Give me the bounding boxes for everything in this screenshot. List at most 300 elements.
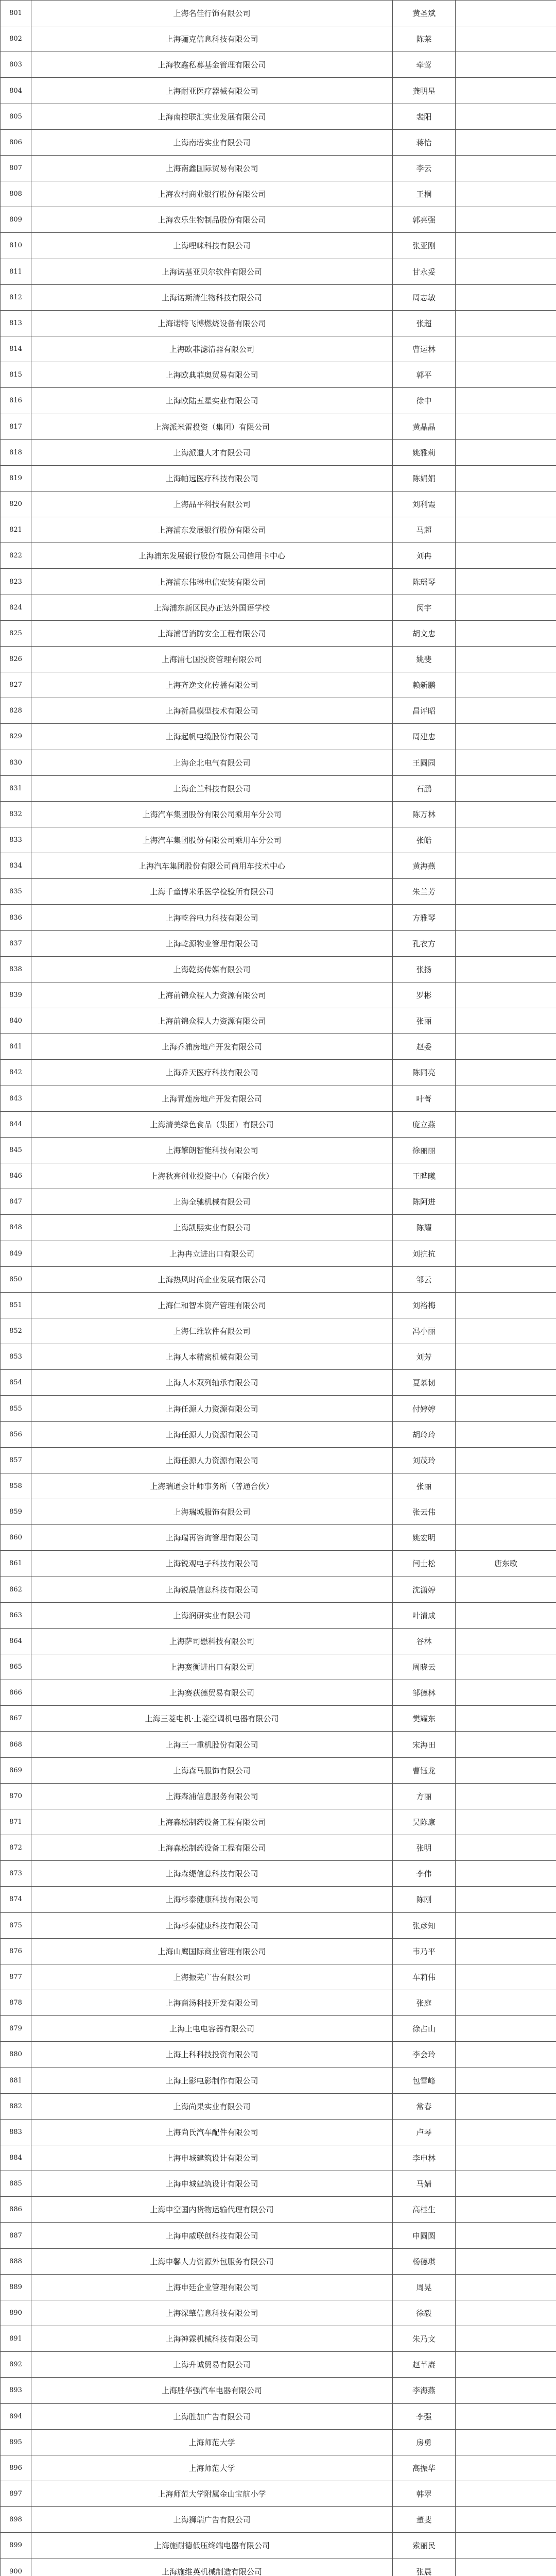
company-name-cell: 上海汽车集团股份有限公司乘用车分公司 <box>31 801 393 827</box>
row-number-cell: 835 <box>1 879 31 905</box>
company-name-cell: 上海汽车集团股份有限公司乘用车分公司 <box>31 827 393 853</box>
person-name-cell: 黄圣斌 <box>393 1 456 26</box>
company-name-cell: 上海祈昌模型技术有限公司 <box>31 698 393 724</box>
company-name-cell: 上海浦东发展银行股份有限公司信用卡中心 <box>31 543 393 569</box>
person-name-cell: 李会玲 <box>393 2042 456 2067</box>
company-name-cell: 上海三菱电机·上菱空调机电器有限公司 <box>31 1706 393 1732</box>
note-cell <box>456 595 556 620</box>
company-name-cell: 上海乾源物业管理有限公司 <box>31 930 393 956</box>
note-cell <box>456 1757 556 1783</box>
company-name-cell: 上海申城建筑设计有限公司 <box>31 2145 393 2171</box>
row-number-cell: 858 <box>1 1473 31 1499</box>
row-number-cell: 869 <box>1 1757 31 1783</box>
note-cell <box>456 2223 556 2248</box>
company-name-cell: 上海瑞通会计师事务所（普通合伙） <box>31 1473 393 1499</box>
row-number-cell: 855 <box>1 1396 31 1421</box>
table-row <box>1 1990 556 2016</box>
company-name-cell: 上海萨司懋科技有限公司 <box>31 1628 393 1654</box>
table-row <box>1 750 556 775</box>
person-name-cell: 王圆园 <box>393 750 456 775</box>
table-row <box>1 491 556 517</box>
row-number-cell: 818 <box>1 439 31 465</box>
roster-table-body <box>1 1 556 2576</box>
table-row <box>1 1241 556 1266</box>
row-number-cell: 830 <box>1 750 31 775</box>
company-name-cell: 上海森马服饰有限公司 <box>31 1757 393 1783</box>
table-row <box>1 646 556 672</box>
note-cell <box>456 620 556 646</box>
person-name-cell: 姚宏明 <box>393 1525 456 1551</box>
note-cell <box>456 2016 556 2042</box>
person-name-cell: 李申林 <box>393 2145 456 2171</box>
person-name-cell: 黄海燕 <box>393 853 456 879</box>
table-row <box>1 78 556 104</box>
company-name-cell: 上海人本双列轴承有限公司 <box>31 1370 393 1396</box>
company-name-cell: 上海品平科技有限公司 <box>31 491 393 517</box>
company-name-cell: 上海欧菲滤清器有限公司 <box>31 336 393 362</box>
note-cell <box>456 259 556 284</box>
row-number-cell: 842 <box>1 1060 31 1086</box>
note-cell <box>456 78 556 104</box>
table-row <box>1 1577 556 1602</box>
table-row <box>1 284 556 310</box>
person-name-cell: 陈刚 <box>393 1887 456 1912</box>
row-number-cell: 877 <box>1 1964 31 1990</box>
table-row <box>1 1318 556 1344</box>
table-row <box>1 1809 556 1835</box>
company-name-cell: 上海青莲房地产开发有限公司 <box>31 1086 393 1111</box>
person-name-cell: 邹德林 <box>393 1680 456 1706</box>
row-number-cell: 880 <box>1 2042 31 2067</box>
company-name-cell: 上海申威联创科技有限公司 <box>31 2223 393 2248</box>
table-row <box>1 1266 556 1292</box>
person-name-cell: 宋海田 <box>393 1732 456 1757</box>
table-row <box>1 2067 556 2093</box>
row-number-cell: 849 <box>1 1241 31 1266</box>
person-name-cell: 刘抗抗 <box>393 1241 456 1266</box>
table-row <box>1 1757 556 1783</box>
table-row <box>1 155 556 181</box>
table-row <box>1 1654 556 1680</box>
row-number-cell: 896 <box>1 2455 31 2481</box>
note-cell <box>456 1 556 26</box>
note-cell <box>456 439 556 465</box>
person-name-cell: 张庭 <box>393 1990 456 2016</box>
person-name-cell: 胡文忠 <box>393 620 456 646</box>
row-number-cell: 884 <box>1 2145 31 2171</box>
person-name-cell: 张扬 <box>393 956 456 982</box>
table-row <box>1 2093 556 2119</box>
person-name-cell: 马婧 <box>393 2171 456 2197</box>
table-row <box>1 2197 556 2223</box>
company-name-cell: 上海擎朗智能科技有限公司 <box>31 1137 393 1163</box>
note-cell <box>456 1111 556 1137</box>
row-number-cell: 874 <box>1 1887 31 1912</box>
person-name-cell: 龚明星 <box>393 78 456 104</box>
company-name-cell: 上海浦东新区民办正达外国语学校 <box>31 595 393 620</box>
person-name-cell: 韩翠 <box>393 2481 456 2507</box>
note-cell <box>456 104 556 129</box>
person-name-cell: 陈耀 <box>393 1215 456 1241</box>
note-cell <box>456 879 556 905</box>
note-cell <box>456 646 556 672</box>
table-row <box>1 2171 556 2197</box>
person-name-cell: 赵芊赓 <box>393 2352 456 2378</box>
person-name-cell: 赖新鹏 <box>393 672 456 698</box>
table-row <box>1 259 556 284</box>
company-name-cell: 上海南鑫国际贸易有限公司 <box>31 155 393 181</box>
row-number-cell: 814 <box>1 336 31 362</box>
note-cell <box>456 155 556 181</box>
person-name-cell: 李伟 <box>393 1861 456 1887</box>
person-name-cell: 杨德琪 <box>393 2248 456 2274</box>
table-row <box>1 1344 556 1370</box>
table-row <box>1 1964 556 1990</box>
note-cell <box>456 517 556 543</box>
company-name-cell: 上海施耐德低压终端电器有限公司 <box>31 2533 393 2558</box>
row-number-cell: 821 <box>1 517 31 543</box>
row-number-cell: 844 <box>1 1111 31 1137</box>
note-cell <box>456 672 556 698</box>
company-name-cell: 上海帕远医疗科技有限公司 <box>31 465 393 491</box>
table-row <box>1 1189 556 1215</box>
company-name-cell: 上海瑞再咨询管理有限公司 <box>31 1525 393 1551</box>
row-number-cell: 829 <box>1 724 31 750</box>
company-name-cell: 上海任源人力资源有限公司 <box>31 1447 393 1473</box>
person-name-cell: 刘冉 <box>393 543 456 569</box>
note-cell <box>456 2171 556 2197</box>
table-row <box>1 698 556 724</box>
company-name-cell: 上海骊克信息科技有限公司 <box>31 26 393 52</box>
table-row <box>1 2429 556 2455</box>
row-number-cell: 806 <box>1 129 31 155</box>
company-name-cell: 上海振芜广告有限公司 <box>31 1964 393 1990</box>
note-cell <box>456 1887 556 1912</box>
row-number-cell: 860 <box>1 1525 31 1551</box>
table-row <box>1 1163 556 1189</box>
person-name-cell: 王桐 <box>393 181 456 207</box>
note-cell <box>456 698 556 724</box>
row-number-cell: 816 <box>1 388 31 414</box>
note-cell <box>456 1706 556 1732</box>
row-number-cell: 852 <box>1 1318 31 1344</box>
row-number-cell: 807 <box>1 155 31 181</box>
note-cell <box>456 2093 556 2119</box>
note-cell <box>456 284 556 310</box>
row-number-cell: 875 <box>1 1912 31 1938</box>
company-name-cell: 上海升诚贸易有限公司 <box>31 2352 393 2378</box>
row-number-cell: 848 <box>1 1215 31 1241</box>
row-number-cell: 898 <box>1 2507 31 2533</box>
table-row <box>1 1 556 26</box>
company-name-cell: 上海农乐生物制品股份有限公司 <box>31 207 393 233</box>
company-name-cell: 上海牧鑫私募基金管理有限公司 <box>31 52 393 78</box>
person-name-cell: 刘利霞 <box>393 491 456 517</box>
note-cell <box>456 1292 556 1318</box>
note-cell <box>456 1215 556 1241</box>
table-row <box>1 414 556 439</box>
company-name-cell: 上海欧陆五星实业有限公司 <box>31 388 393 414</box>
note-cell <box>456 1163 556 1189</box>
table-row <box>1 775 556 801</box>
table-row <box>1 1034 556 1060</box>
company-name-cell: 上海申馨人力资源外包服务有限公司 <box>31 2248 393 2274</box>
row-number-cell: 833 <box>1 827 31 853</box>
row-number-cell: 838 <box>1 956 31 982</box>
table-row <box>1 336 556 362</box>
company-name-cell: 上海森浦信息服务有限公司 <box>31 1783 393 1809</box>
company-name-cell: 上海深肇信息科技有限公司 <box>31 2300 393 2326</box>
company-name-cell: 上海凯熙实业有限公司 <box>31 1215 393 1241</box>
row-number-cell: 887 <box>1 2223 31 2248</box>
table-row <box>1 853 556 879</box>
company-name-cell: 上海浦晋消防安全工程有限公司 <box>31 620 393 646</box>
person-name-cell: 樊耀东 <box>393 1706 456 1732</box>
company-name-cell: 上海尚氏汽车配件有限公司 <box>31 2119 393 2145</box>
row-number-cell: 810 <box>1 233 31 259</box>
table-row <box>1 1938 556 1964</box>
note-cell <box>456 1086 556 1111</box>
company-name-cell: 上海申廷企业管理有限公司 <box>31 2274 393 2300</box>
note-cell <box>456 1964 556 1990</box>
company-name-cell: 上海上电电容器有限公司 <box>31 2016 393 2042</box>
person-name-cell: 高桂生 <box>393 2197 456 2223</box>
table-row <box>1 1861 556 1887</box>
person-name-cell: 李海燕 <box>393 2378 456 2403</box>
table-row <box>1 1447 556 1473</box>
row-number-cell: 837 <box>1 930 31 956</box>
note-cell <box>456 724 556 750</box>
row-number-cell: 878 <box>1 1990 31 2016</box>
note-cell <box>456 2455 556 2481</box>
company-name-cell: 上海山鹰国际商业管理有限公司 <box>31 1938 393 1964</box>
row-number-cell: 824 <box>1 595 31 620</box>
company-name-cell: 上海名佳行饰有限公司 <box>31 1 393 26</box>
company-name-cell: 上海汽车集团股份有限公司商用车技术中心 <box>31 853 393 879</box>
person-name-cell: 马超 <box>393 517 456 543</box>
note-cell <box>456 905 556 930</box>
row-number-cell: 871 <box>1 1809 31 1835</box>
company-name-cell: 上海商汤科技开发有限公司 <box>31 1990 393 2016</box>
row-number-cell: 820 <box>1 491 31 517</box>
note-cell <box>456 1473 556 1499</box>
table-row <box>1 1008 556 1034</box>
table-row <box>1 439 556 465</box>
company-name-cell: 上海诺基亚贝尔软件有限公司 <box>31 259 393 284</box>
note-cell <box>456 2119 556 2145</box>
person-name-cell: 常春 <box>393 2093 456 2119</box>
company-name-cell: 上海南塔实业有限公司 <box>31 129 393 155</box>
table-row <box>1 1912 556 1938</box>
company-name-cell: 上海锐观电子科技有限公司 <box>31 1551 393 1577</box>
company-name-cell: 上海瑞城服饰有限公司 <box>31 1499 393 1525</box>
person-name-cell: 高振华 <box>393 2455 456 2481</box>
table-row <box>1 1370 556 1396</box>
person-name-cell: 蒋怡 <box>393 129 456 155</box>
note-cell <box>456 362 556 388</box>
table-row <box>1 2533 556 2558</box>
row-number-cell: 879 <box>1 2016 31 2042</box>
table-row <box>1 1525 556 1551</box>
table-row <box>1 543 556 569</box>
table-row <box>1 724 556 750</box>
row-number-cell: 897 <box>1 2481 31 2507</box>
note-cell <box>456 2145 556 2171</box>
person-name-cell: 赵委 <box>393 1034 456 1060</box>
company-name-cell: 上海乔天医疗科技有限公司 <box>31 1060 393 1086</box>
row-number-cell: 823 <box>1 569 31 595</box>
table-row <box>1 104 556 129</box>
row-number-cell: 900 <box>1 2558 31 2576</box>
company-name-cell: 上海欧典菲奥贸易有限公司 <box>31 362 393 388</box>
company-name-cell: 上海农村商业银行股份有限公司 <box>31 181 393 207</box>
person-name-cell: 孔衣方 <box>393 930 456 956</box>
note-cell <box>456 543 556 569</box>
row-number-cell: 891 <box>1 2326 31 2352</box>
note-cell <box>456 956 556 982</box>
person-name-cell: 方丽 <box>393 1783 456 1809</box>
company-name-cell: 上海哩咪科技有限公司 <box>31 233 393 259</box>
note-cell <box>456 2403 556 2429</box>
company-name-cell: 上海企北电气有限公司 <box>31 750 393 775</box>
note-cell <box>456 750 556 775</box>
table-row <box>1 1602 556 1628</box>
person-name-cell: 郭亮强 <box>393 207 456 233</box>
row-number-cell: 803 <box>1 52 31 78</box>
table-row <box>1 569 556 595</box>
note-cell <box>456 930 556 956</box>
row-number-cell: 828 <box>1 698 31 724</box>
table-row <box>1 2223 556 2248</box>
row-number-cell: 811 <box>1 259 31 284</box>
note-cell <box>456 1499 556 1525</box>
table-row <box>1 310 556 336</box>
table-row <box>1 1706 556 1732</box>
person-name-cell: 徐占山 <box>393 2016 456 2042</box>
row-number-cell: 846 <box>1 1163 31 1189</box>
table-row <box>1 1421 556 1447</box>
person-name-cell: 陈万林 <box>393 801 456 827</box>
note-cell <box>456 2533 556 2558</box>
person-name-cell: 姚斐 <box>393 646 456 672</box>
table-row <box>1 2403 556 2429</box>
table-row <box>1 2507 556 2533</box>
note-cell <box>456 1137 556 1163</box>
company-name-cell: 上海南控联汇实业发展有限公司 <box>31 104 393 129</box>
company-name-cell: 上海仁维软件有限公司 <box>31 1318 393 1344</box>
table-row <box>1 1783 556 1809</box>
person-name-cell: 房勇 <box>393 2429 456 2455</box>
person-name-cell: 冯小丽 <box>393 1318 456 1344</box>
note-cell <box>456 465 556 491</box>
table-row <box>1 2145 556 2171</box>
company-name-cell: 上海齐逸文化传播有限公司 <box>31 672 393 698</box>
note-cell <box>456 491 556 517</box>
company-name-cell: 上海上影电影制作有限公司 <box>31 2067 393 2093</box>
table-row <box>1 956 556 982</box>
note-cell <box>456 1060 556 1086</box>
table-row <box>1 672 556 698</box>
row-number-cell: 861 <box>1 1551 31 1577</box>
person-name-cell: 闵宇 <box>393 595 456 620</box>
note-cell <box>456 1602 556 1628</box>
company-name-cell: 上海全驰机械有限公司 <box>31 1189 393 1215</box>
table-row <box>1 2042 556 2067</box>
row-number-cell: 801 <box>1 1 31 26</box>
row-number-cell: 859 <box>1 1499 31 1525</box>
table-row <box>1 129 556 155</box>
person-name-cell: 韦乃平 <box>393 1938 456 1964</box>
note-cell <box>456 2481 556 2507</box>
company-name-cell: 上海赛荻德贸易有限公司 <box>31 1680 393 1706</box>
note-cell <box>456 569 556 595</box>
row-number-cell: 840 <box>1 1008 31 1034</box>
row-number-cell: 825 <box>1 620 31 646</box>
row-number-cell: 817 <box>1 414 31 439</box>
company-name-cell: 上海任源人力资源有限公司 <box>31 1421 393 1447</box>
row-number-cell: 854 <box>1 1370 31 1396</box>
note-cell <box>456 1034 556 1060</box>
table-row <box>1 595 556 620</box>
company-name-cell: 上海诺特飞博燃烧设备有限公司 <box>31 310 393 336</box>
row-number-cell: 847 <box>1 1189 31 1215</box>
person-name-cell: 李强 <box>393 2403 456 2429</box>
note-cell <box>456 181 556 207</box>
note-cell <box>456 414 556 439</box>
company-name-cell: 上海上科科技投资有限公司 <box>31 2042 393 2067</box>
note-cell <box>456 1809 556 1835</box>
company-name-cell: 上海三一重机股份有限公司 <box>31 1732 393 1757</box>
person-name-cell: 车莉伟 <box>393 1964 456 1990</box>
company-name-cell: 上海任源人力资源有限公司 <box>31 1396 393 1421</box>
row-number-cell: 834 <box>1 853 31 879</box>
note-cell <box>456 2558 556 2576</box>
person-name-cell: 谷林 <box>393 1628 456 1654</box>
company-name-cell: 上海施维英机械制造有限公司 <box>31 2558 393 2576</box>
table-row <box>1 801 556 827</box>
person-name-cell: 申圆圆 <box>393 2223 456 2248</box>
row-number-cell: 870 <box>1 1783 31 1809</box>
row-number-cell: 851 <box>1 1292 31 1318</box>
note-cell <box>456 2248 556 2274</box>
company-name-cell: 上海起帆电缆股份有限公司 <box>31 724 393 750</box>
table-row <box>1 1499 556 1525</box>
company-name-cell: 上海尚果实业有限公司 <box>31 2093 393 2119</box>
person-name-cell: 曹钰龙 <box>393 1757 456 1783</box>
note-cell <box>456 853 556 879</box>
note-cell <box>456 1732 556 1757</box>
note-cell <box>456 26 556 52</box>
company-name-cell: 上海企兰科技有限公司 <box>31 775 393 801</box>
note-cell <box>456 1938 556 1964</box>
person-name-cell: 甘永妥 <box>393 259 456 284</box>
note-cell <box>456 1370 556 1396</box>
company-name-cell: 上海清美绿色食品（集团）有限公司 <box>31 1111 393 1137</box>
company-name-cell: 上海胜华强汽车电器有限公司 <box>31 2378 393 2403</box>
note-cell <box>456 2352 556 2378</box>
note-cell <box>456 129 556 155</box>
table-row <box>1 2016 556 2042</box>
note-cell <box>456 2326 556 2352</box>
note-cell <box>456 2042 556 2067</box>
person-name-cell: 夏慕韧 <box>393 1370 456 1396</box>
table-row <box>1 2558 556 2576</box>
table-row <box>1 1551 556 1577</box>
table-row <box>1 1473 556 1499</box>
company-name-cell: 上海派米雷投资（集团）有限公司 <box>31 414 393 439</box>
person-name-cell: 张亚刚 <box>393 233 456 259</box>
person-name-cell: 李云 <box>393 155 456 181</box>
